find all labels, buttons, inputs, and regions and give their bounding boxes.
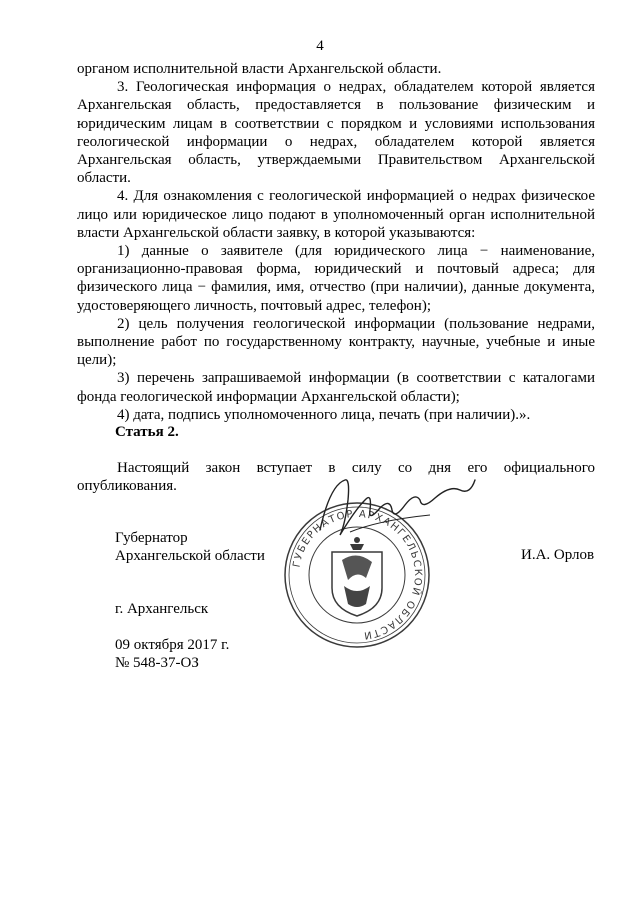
- article-heading: Статья 2.: [115, 424, 179, 440]
- signatory-title-line-1: Губернатор: [115, 530, 188, 546]
- document-body: [77, 60, 595, 424]
- document-number: № 548-37-ОЗ: [115, 655, 199, 671]
- page-number: 4: [316, 38, 324, 54]
- handwritten-signature-icon: [310, 470, 480, 545]
- paragraph-item-4: 4. Для ознакомления с геологической информацией о недрах физическое лицо или юридическое лицо подают в уполномоченный орган исполнительной власти Архангельской области заявку, в которой указываются:: [77, 188, 595, 241]
- paragraph-item-3: 3. Геологическая информация о недрах, обладателем которой является Архангельская область, предоставляется в пользование физическим и юридическим лицам в соответствии с порядком и условиями использования геологической информации о недрах, обладателем которой является Архангельская область, утверждаемыми Правительством Архангельской области.: [77, 79, 595, 187]
- city-name: г. Архангельск: [115, 601, 209, 617]
- signatory-title: [115, 529, 265, 565]
- signatory-title-line-2: Архангельской области: [115, 548, 265, 565]
- subitem-4: 4) дата, подпись уполномоченного лица, печать (при наличии).».: [117, 406, 531, 423]
- document-date: 09 октября 2017 г.: [115, 637, 230, 653]
- paragraph-continuation: органом исполнительной власти Архангельской области.: [77, 61, 442, 77]
- subitem-2: 2) цель получения геологической информации (пользование недрами, выполнение работ по государственному контракту, научные, учебные и иные цели);: [77, 315, 595, 369]
- signatory-name: И.А. Орлов: [521, 547, 595, 563]
- subitem-1: 1) данные о заявителе (для юридического лица − наименование, организационно-правовая форма, юридический и почтовый адреса; для физического лица − фамилия, имя, отчество (при наличии), данные документа, удостоверяющего личность, почтовый адрес, телефон);: [77, 243, 595, 314]
- svg-text:ГУБЕРНАТОР АРХАНГЕЛЬСКОЙ ОБЛАС: ГУБЕРНАТОР АРХАНГЕЛЬСКОЙ ОБЛАСТИ: [291, 508, 424, 641]
- closing-text: Настоящий закон вступает в силу со дня его официального опубликования.: [77, 460, 595, 495]
- subitem-3: 3) перечень запрашиваемой информации (в соответствии с каталогами фонда геологической информации Архангельской области);: [77, 370, 595, 405]
